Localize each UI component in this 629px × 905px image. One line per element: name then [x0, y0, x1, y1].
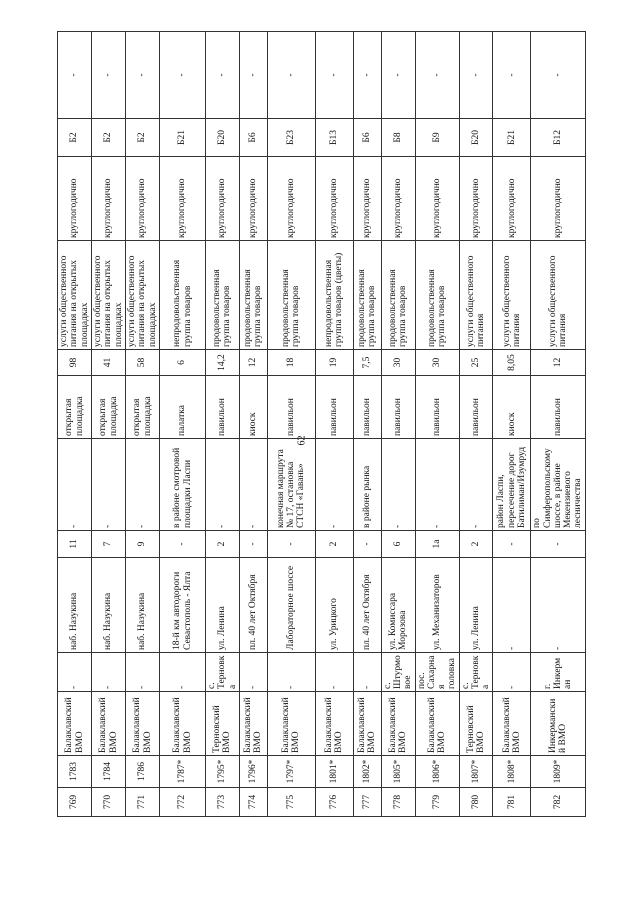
cell-specialization: непродовольственная группа товаров [160, 241, 206, 350]
cell-period: круглогодично [239, 157, 267, 241]
table-row [160, 32, 206, 817]
cell-specialization: непродовольственная группа товаров (цветы) [315, 241, 353, 350]
cell-street: - [493, 558, 531, 653]
cell-landmark: - [315, 439, 353, 531]
rotated-table-wrapper [57, 32, 584, 817]
cell-district: Балаклавский ВМО [58, 692, 92, 756]
cell-landmark: конечная маршрута № 17, остановка СТСН «Гавань» [267, 439, 315, 531]
cell-scheme: Б8 [381, 119, 415, 157]
cell-period: круглогодично [160, 157, 206, 241]
cell-specialization: услуги общественного питания на открытых площадках [92, 241, 126, 350]
cell-street: ул. Механизаторов [415, 558, 459, 653]
table-body [58, 32, 586, 817]
cell-district: Балаклавский ВМО [267, 692, 315, 756]
cell-type: палатка [160, 376, 206, 439]
cell-id: 1805* [381, 756, 415, 788]
cell-id: 1795* [206, 756, 240, 788]
cell-area: 30 [415, 350, 459, 376]
cell-type: павильон [381, 376, 415, 439]
cell-district: Балаклавский ВМО [160, 692, 206, 756]
cell-id: 1802* [353, 756, 381, 788]
cell-house: - [267, 531, 315, 558]
cell-landmark: - [415, 439, 459, 531]
cell-specialization: услуги общественного питания [493, 241, 531, 350]
cell-settlement: с. Терновка [459, 653, 493, 692]
table-row [381, 32, 415, 817]
cell-type: павильон [206, 376, 240, 439]
cell-type: павильон [415, 376, 459, 439]
cell-street: - [531, 558, 585, 653]
cell-area: 98 [58, 350, 92, 376]
cell-house: 2 [459, 531, 493, 558]
cell-district: Балаклавский ВМО [415, 692, 459, 756]
cell-settlement: с. Штурмовое [381, 653, 415, 692]
cell-scheme: Б21 [160, 119, 206, 157]
cell-street: наб. Назукина [92, 558, 126, 653]
cell-landmark: - [239, 439, 267, 531]
cell-scheme: Б13 [315, 119, 353, 157]
cell-area: 12 [531, 350, 585, 376]
cell-scheme: Б9 [415, 119, 459, 157]
cell-n: 774 [239, 788, 267, 817]
cell-area: 25 [459, 350, 493, 376]
cell-extra: - [459, 32, 493, 119]
cell-street: пл. 40 лет Октября [239, 558, 267, 653]
cell-scheme: Б20 [206, 119, 240, 157]
cell-house: - [160, 531, 206, 558]
cell-period: круглогодично [415, 157, 459, 241]
cell-district: Балаклавский ВМО [92, 692, 126, 756]
cell-area: 19 [315, 350, 353, 376]
cell-n: 779 [415, 788, 459, 817]
table-row [531, 32, 585, 817]
cell-period: круглогодично [58, 157, 92, 241]
cell-period: круглогодично [267, 157, 315, 241]
table-row [267, 32, 315, 817]
cell-extra: - [206, 32, 240, 119]
cell-street: ул. Ленина [459, 558, 493, 653]
cell-extra: - [315, 32, 353, 119]
cell-area: 58 [126, 350, 160, 376]
cell-id: 1806* [415, 756, 459, 788]
cell-settlement: - [239, 653, 267, 692]
cell-settlement: - [92, 653, 126, 692]
cell-area: 14,2 [206, 350, 240, 376]
cell-district: Терновский ВМО [206, 692, 240, 756]
table-row [459, 32, 493, 817]
cell-street: Лабораторное шоссе [267, 558, 315, 653]
cell-landmark: район Ласпи, пересечение дорог Батилиман/Изумруд [493, 439, 531, 531]
cell-type: киоск [239, 376, 267, 439]
table-row [58, 32, 92, 817]
cell-n: 771 [126, 788, 160, 817]
cell-specialization: продовольственная группа товаров [381, 241, 415, 350]
cell-period: круглогодично [531, 157, 585, 241]
cell-specialization: продовольственная группа товаров [267, 241, 315, 350]
cell-n: 775 [267, 788, 315, 817]
cell-house: - [239, 531, 267, 558]
cell-n: 773 [206, 788, 240, 817]
cell-house: 6 [381, 531, 415, 558]
cell-settlement: г. Инкерман [531, 653, 585, 692]
cell-scheme: Б2 [126, 119, 160, 157]
cell-type: павильон [353, 376, 381, 439]
cell-n: 769 [58, 788, 92, 817]
cell-id: 1808* [493, 756, 531, 788]
cell-district: Балаклавский ВМО [381, 692, 415, 756]
cell-scheme: Б2 [58, 119, 92, 157]
cell-type: киоск [493, 376, 531, 439]
cell-street: 18-й км автодороги Севастополь - Ялта [160, 558, 206, 653]
cell-extra: - [415, 32, 459, 119]
cell-scheme: Б2 [92, 119, 126, 157]
cell-period: круглогодично [381, 157, 415, 241]
cell-type: павильон [315, 376, 353, 439]
table-row [206, 32, 240, 817]
cell-street: ул. Ленина [206, 558, 240, 653]
cell-house: 7 [92, 531, 126, 558]
cell-period: круглогодично [126, 157, 160, 241]
cell-landmark: - [92, 439, 126, 531]
cell-id: 1801* [315, 756, 353, 788]
cell-area: 6 [160, 350, 206, 376]
cell-street: ул. Комиссара Морозова [381, 558, 415, 653]
cell-street: пл. 40 лет Октября [353, 558, 381, 653]
cell-scheme: Б23 [267, 119, 315, 157]
cell-landmark: - [459, 439, 493, 531]
cell-district: Балаклавский ВМО [315, 692, 353, 756]
page-number: 62 [296, 435, 308, 446]
cell-extra: - [531, 32, 585, 119]
cell-settlement: пос. Сахарная головка [415, 653, 459, 692]
cell-type: павильон [531, 376, 585, 439]
cell-specialization: услуги общественного питания [531, 241, 585, 350]
table-row [92, 32, 126, 817]
cell-type: открытая площадка [126, 376, 160, 439]
cell-id: 1796* [239, 756, 267, 788]
cell-house: - [353, 531, 381, 558]
cell-district: Балаклавский ВМО [493, 692, 531, 756]
table-row [415, 32, 459, 817]
cell-extra: - [267, 32, 315, 119]
cell-house: 1а [415, 531, 459, 558]
cell-house: 9 [126, 531, 160, 558]
cell-specialization: продовольственная группа товаров [239, 241, 267, 350]
cell-settlement: с. Терновка [206, 653, 240, 692]
cell-district: Балаклавский ВМО [353, 692, 381, 756]
cell-district: Инкерманский ВМО [531, 692, 585, 756]
cell-type: открытая площадка [92, 376, 126, 439]
cell-period: круглогодично [206, 157, 240, 241]
cell-house: - [493, 531, 531, 558]
cell-specialization: продовольственная группа товаров [415, 241, 459, 350]
cell-specialization: продовольственная группа товаров [353, 241, 381, 350]
cell-period: круглогодично [353, 157, 381, 241]
cell-district: Балаклавский ВМО [239, 692, 267, 756]
cell-extra: - [160, 32, 206, 119]
table-row [239, 32, 267, 817]
cell-n: 780 [459, 788, 493, 817]
cell-area: 8,05 [493, 350, 531, 376]
cell-street: наб. Назукина [126, 558, 160, 653]
cell-landmark: - [206, 439, 240, 531]
cell-area: 41 [92, 350, 126, 376]
cell-settlement: - [160, 653, 206, 692]
cell-specialization: услуги общественного питания на открытых площадках [58, 241, 92, 350]
cell-type: открытая площадка [58, 376, 92, 439]
cell-scheme: Б21 [493, 119, 531, 157]
cell-type: павильон [267, 376, 315, 439]
cell-district: Балаклавский ВМО [126, 692, 160, 756]
cell-area: 18 [267, 350, 315, 376]
cell-settlement: - [315, 653, 353, 692]
cell-id: 1807* [459, 756, 493, 788]
table-row [315, 32, 353, 817]
cell-scheme: Б6 [239, 119, 267, 157]
cell-street: наб. Назукина [58, 558, 92, 653]
cell-settlement: - [353, 653, 381, 692]
cell-settlement: - [126, 653, 160, 692]
cell-extra: - [493, 32, 531, 119]
cell-n: 770 [92, 788, 126, 817]
cell-extra: - [353, 32, 381, 119]
cell-landmark: в районе рынка [353, 439, 381, 531]
cell-landmark: по Симферопольскому шоссе, в районе Мекензиевого лесничества [531, 439, 585, 531]
cell-landmark: в районе смотровой площадки Ласпи [160, 439, 206, 531]
cell-n: 782 [531, 788, 585, 817]
cell-area: 12 [239, 350, 267, 376]
cell-landmark: - [381, 439, 415, 531]
table-row [493, 32, 531, 817]
cell-period: круглогодично [459, 157, 493, 241]
cell-settlement: - [58, 653, 92, 692]
cell-period: круглогодично [315, 157, 353, 241]
cell-n: 778 [381, 788, 415, 817]
cell-period: круглогодично [493, 157, 531, 241]
cell-house: 2 [206, 531, 240, 558]
cell-landmark: - [126, 439, 160, 531]
table-row [353, 32, 381, 817]
cell-n: 772 [160, 788, 206, 817]
cell-scheme: Б20 [459, 119, 493, 157]
cell-id: 1797* [267, 756, 315, 788]
cell-extra: - [92, 32, 126, 119]
cell-type: павильон [459, 376, 493, 439]
cell-specialization: услуги общественного питания на открытых площадках [126, 241, 160, 350]
cell-n: 781 [493, 788, 531, 817]
cell-id: 1786 [126, 756, 160, 788]
cell-extra: - [58, 32, 92, 119]
table-row [126, 32, 160, 817]
cell-period: круглогодично [92, 157, 126, 241]
cell-id: 1783 [58, 756, 92, 788]
cell-house: - [531, 531, 585, 558]
cell-id: 1784 [92, 756, 126, 788]
rotated-table-container [57, 32, 584, 817]
cell-extra: - [126, 32, 160, 119]
cell-specialization: услуги общественного питания [459, 241, 493, 350]
cell-id: 1809* [531, 756, 585, 788]
cell-street: ул. Урицкого [315, 558, 353, 653]
cell-scheme: Б12 [531, 119, 585, 157]
cell-area: 7,5 [353, 350, 381, 376]
cell-n: 776 [315, 788, 353, 817]
cell-extra: - [239, 32, 267, 119]
cell-extra: - [381, 32, 415, 119]
cell-district: Терновский ВМО [459, 692, 493, 756]
cell-settlement: - [267, 653, 315, 692]
cell-area: 30 [381, 350, 415, 376]
cell-house: 2 [315, 531, 353, 558]
cell-settlement: - [493, 653, 531, 692]
cell-id: 1787* [160, 756, 206, 788]
cell-specialization: продовольственная группа товаров [206, 241, 240, 350]
cell-landmark: - [58, 439, 92, 531]
cell-house: 11 [58, 531, 92, 558]
cell-scheme: Б6 [353, 119, 381, 157]
cell-n: 777 [353, 788, 381, 817]
objects-table [57, 31, 586, 817]
